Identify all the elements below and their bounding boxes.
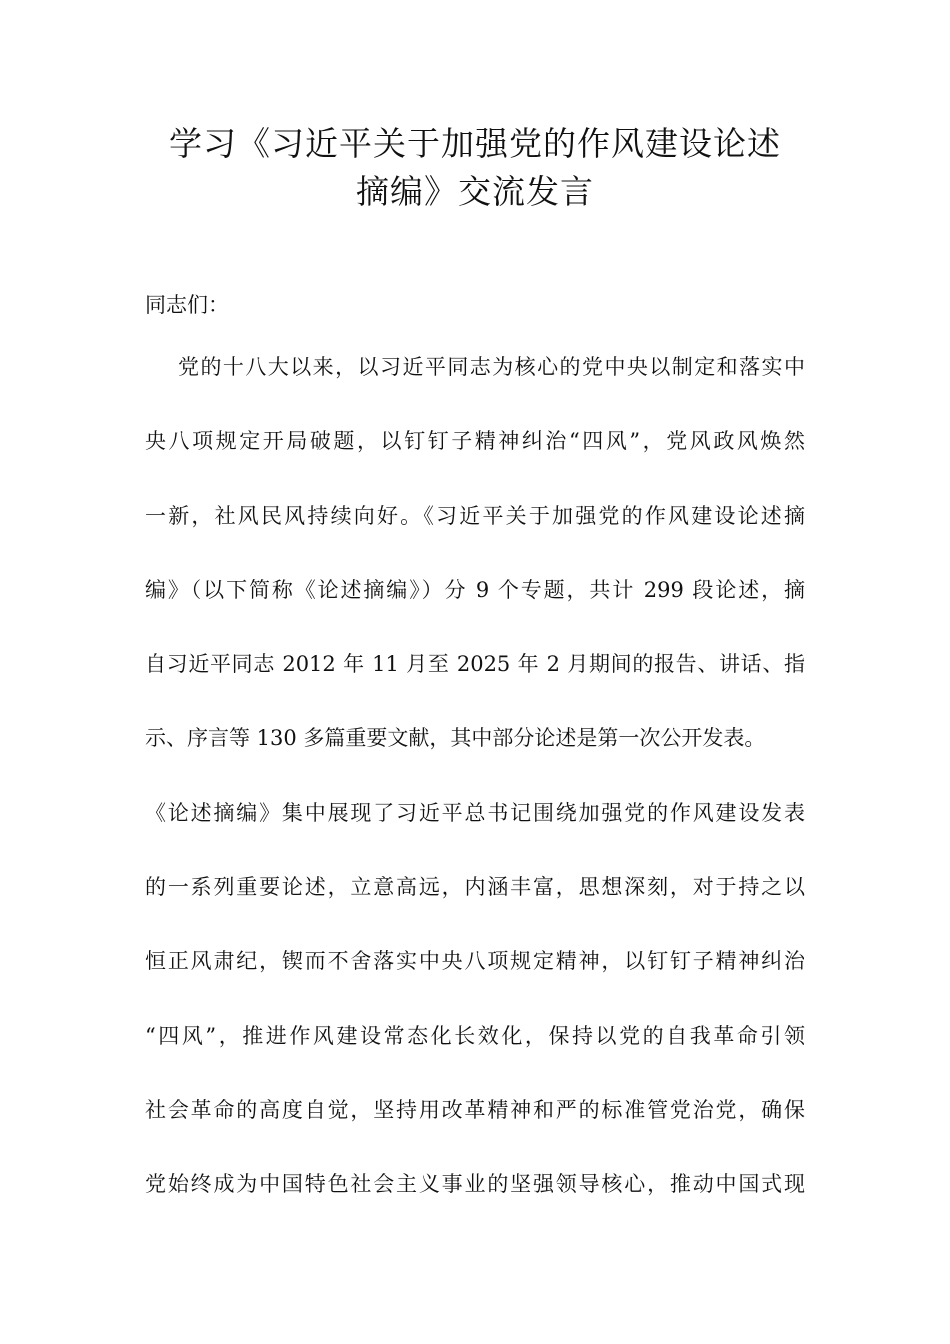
body-line: 央八项规定开局破题，以钉钉子精神纠治“四风”，党风政风焕然 xyxy=(145,429,805,453)
body-line: 一新，社风民风持续向好。《习近平关于加强党的作风建设论述摘 xyxy=(145,504,805,528)
body-line: 《论述摘编》集中展现了习近平总书记围绕加强党的作风建设发表 xyxy=(145,801,805,825)
body-line: 编》（以下简称《论述摘编》）分 9 个专题，共计 299 段论述，摘 xyxy=(145,578,805,602)
body-line: 社会革命的高度自觉，坚持用改革精神和严的标准管党治党，确保 xyxy=(145,1098,805,1122)
body-line: 自习近平同志 2012 年 11 月至 2025 年 2 月期间的报告、讲话、指 xyxy=(145,652,805,676)
salutation: 同志们： xyxy=(145,293,229,317)
body-line: “四风”，推进作风建设常态化长效化，保持以党的自我革命引领 xyxy=(145,1024,805,1048)
document-title-line-2: 摘编》交流发言 xyxy=(356,172,594,211)
body-line: 的一系列重要论述，立意高远，内涵丰富，思想深刻，对于持之以 xyxy=(145,875,805,899)
body-line: 示、序言等 130 多篇重要文献，其中部分论述是第一次公开发表。 xyxy=(145,726,766,750)
body-line: 党的十八大以来，以习近平同志为核心的党中央以制定和落实中 xyxy=(178,355,805,379)
document-title-line-1: 学习《习近平关于加强党的作风建设论述 xyxy=(169,124,781,163)
body-line: 党始终成为中国特色社会主义事业的坚强领导核心，推动中国式现 xyxy=(145,1172,805,1196)
body-line: 恒正风肃纪，锲而不舍落实中央八项规定精神，以钉钉子精神纠治 xyxy=(145,949,805,973)
